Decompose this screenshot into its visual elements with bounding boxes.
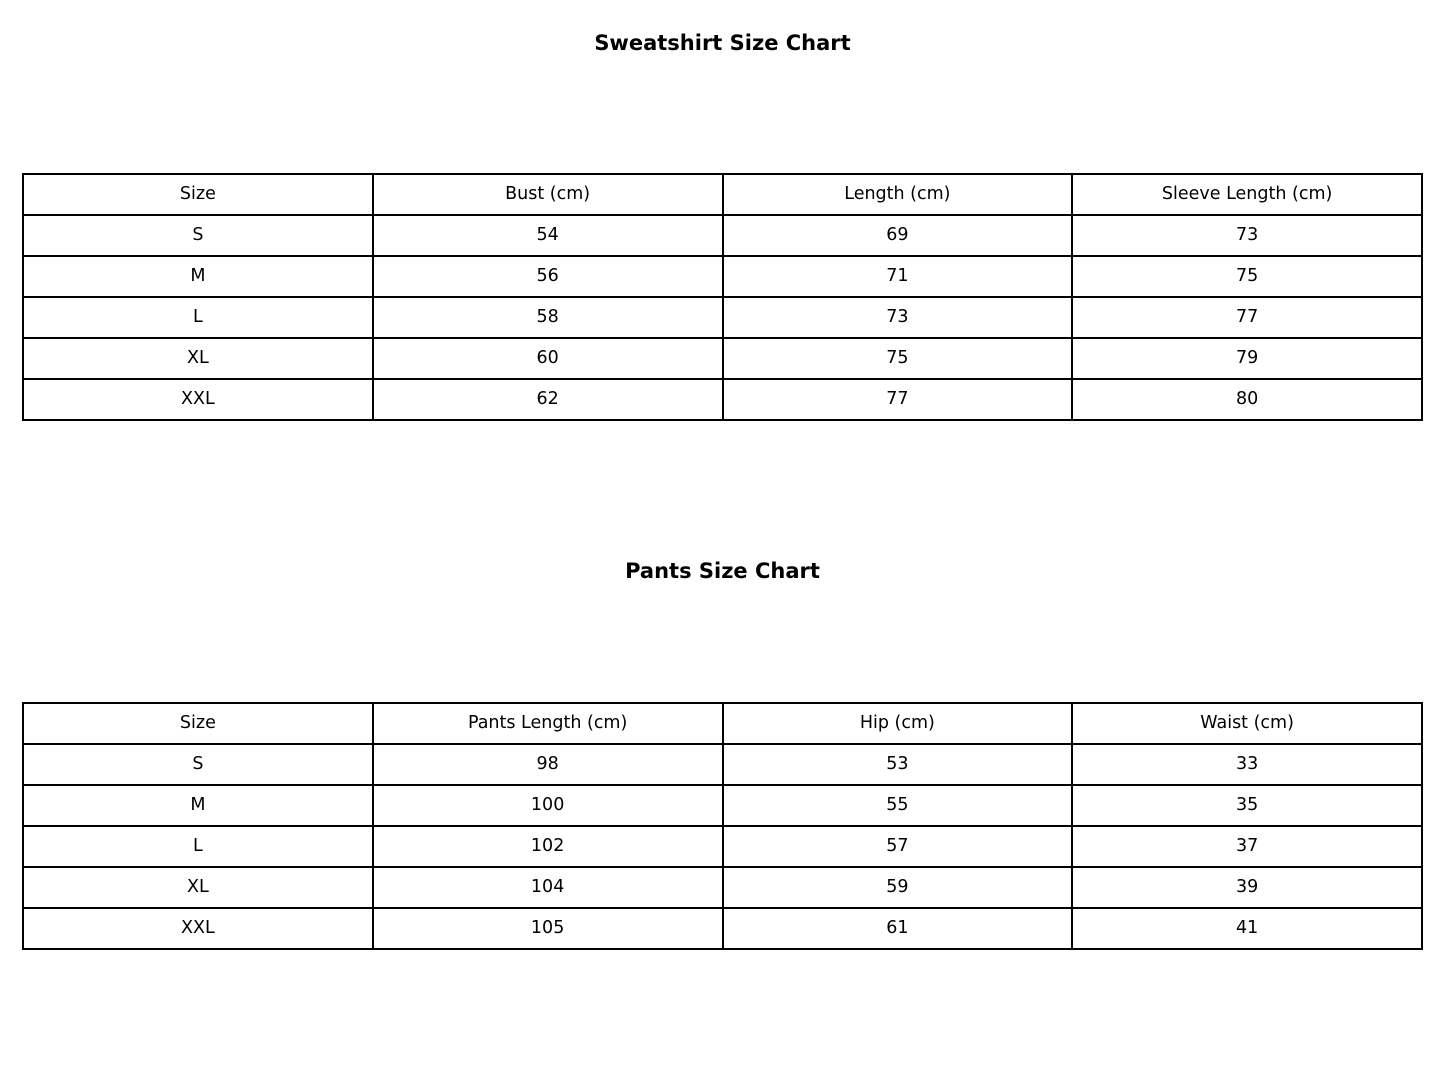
table-row — [23, 744, 1422, 785]
pants-chart-title: Pants Size Chart — [625, 559, 820, 583]
size-cell: S — [23, 744, 373, 785]
value-cell: 79 — [1072, 338, 1422, 379]
table-row — [23, 338, 1422, 379]
sweatshirt-chart-title: Sweatshirt Size Chart — [594, 31, 851, 55]
table-row — [23, 826, 1422, 867]
column-header: Sleeve Length (cm) — [1072, 174, 1422, 215]
value-cell: 37 — [1072, 826, 1422, 867]
table-header-row — [23, 174, 1422, 215]
value-cell: 54 — [373, 215, 723, 256]
table-row — [23, 379, 1422, 420]
value-cell: 104 — [373, 867, 723, 908]
value-cell: 57 — [723, 826, 1073, 867]
size-cell: XXL — [23, 908, 373, 949]
column-header: Pants Length (cm) — [373, 703, 723, 744]
table-row — [23, 908, 1422, 949]
column-header: Bust (cm) — [373, 174, 723, 215]
size-cell: XL — [23, 338, 373, 379]
value-cell: 71 — [723, 256, 1073, 297]
value-cell: 41 — [1072, 908, 1422, 949]
value-cell: 35 — [1072, 785, 1422, 826]
pants-size-table — [22, 702, 1423, 950]
size-cell: XL — [23, 867, 373, 908]
value-cell: 39 — [1072, 867, 1422, 908]
value-cell: 62 — [373, 379, 723, 420]
value-cell: 55 — [723, 785, 1073, 826]
value-cell: 75 — [1072, 256, 1422, 297]
sweatshirt-size-table — [22, 173, 1423, 421]
column-header: Size — [23, 703, 373, 744]
value-cell: 80 — [1072, 379, 1422, 420]
size-cell: S — [23, 215, 373, 256]
value-cell: 102 — [373, 826, 723, 867]
table-row — [23, 297, 1422, 338]
column-header: Length (cm) — [723, 174, 1073, 215]
table-row — [23, 215, 1422, 256]
size-cell: M — [23, 785, 373, 826]
size-cell: M — [23, 256, 373, 297]
value-cell: 105 — [373, 908, 723, 949]
column-header: Waist (cm) — [1072, 703, 1422, 744]
value-cell: 98 — [373, 744, 723, 785]
value-cell: 56 — [373, 256, 723, 297]
value-cell: 59 — [723, 867, 1073, 908]
table-header-row — [23, 703, 1422, 744]
value-cell: 73 — [1072, 215, 1422, 256]
value-cell: 60 — [373, 338, 723, 379]
value-cell: 73 — [723, 297, 1073, 338]
size-cell: XXL — [23, 379, 373, 420]
size-cell: L — [23, 297, 373, 338]
value-cell: 69 — [723, 215, 1073, 256]
value-cell: 77 — [1072, 297, 1422, 338]
value-cell: 33 — [1072, 744, 1422, 785]
table-row — [23, 256, 1422, 297]
value-cell: 100 — [373, 785, 723, 826]
table-row — [23, 785, 1422, 826]
value-cell: 53 — [723, 744, 1073, 785]
value-cell: 58 — [373, 297, 723, 338]
column-header: Hip (cm) — [723, 703, 1073, 744]
value-cell: 61 — [723, 908, 1073, 949]
value-cell: 77 — [723, 379, 1073, 420]
size-cell: L — [23, 826, 373, 867]
table-row — [23, 867, 1422, 908]
value-cell: 75 — [723, 338, 1073, 379]
column-header: Size — [23, 174, 373, 215]
